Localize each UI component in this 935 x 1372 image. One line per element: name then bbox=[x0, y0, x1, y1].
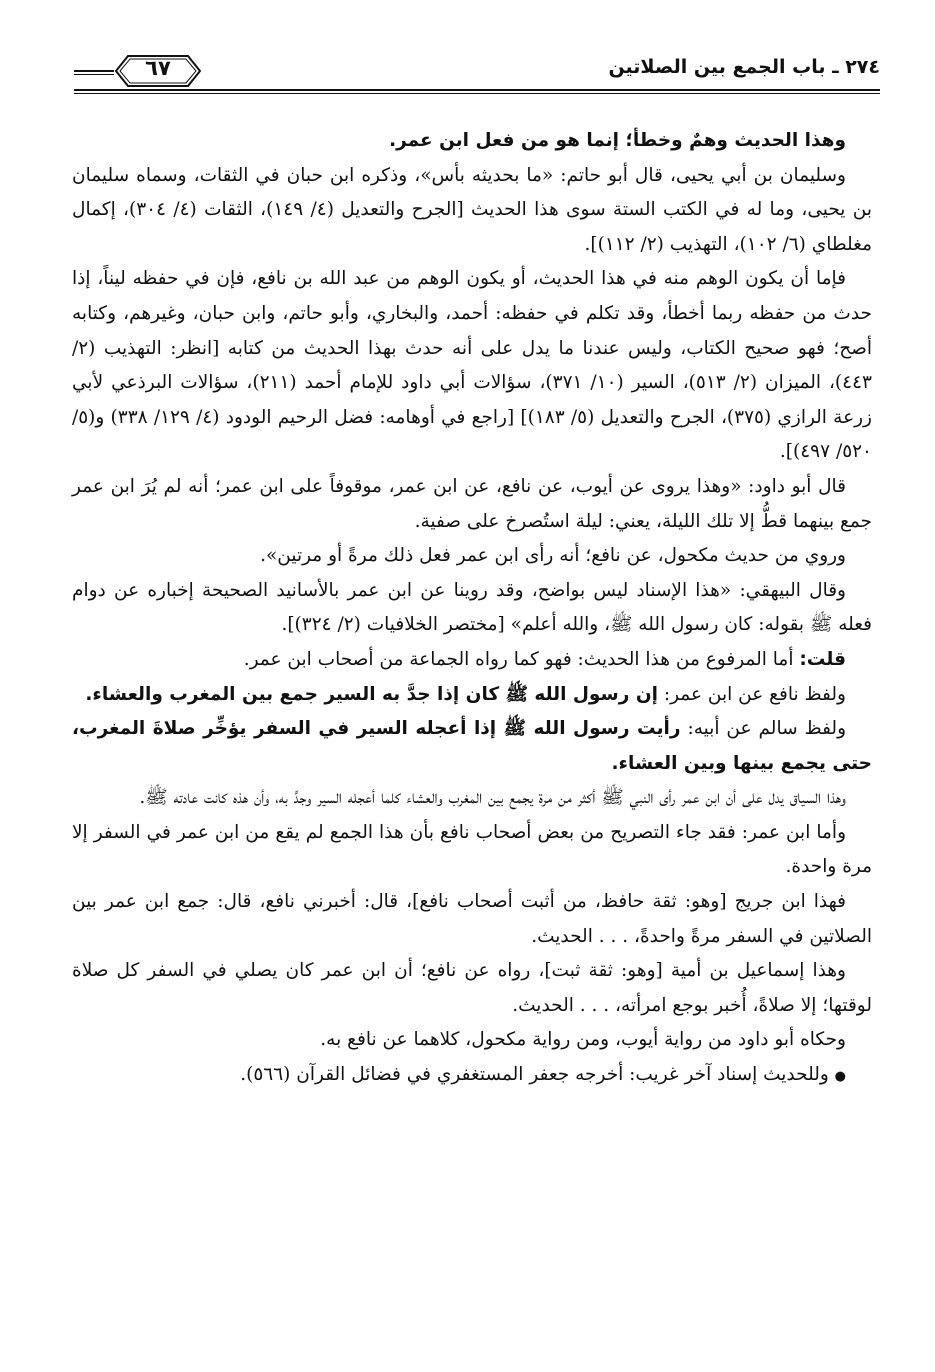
paragraph-15-text: وللحديث إسناد آخر غريب: أخرجه جعفر المستغفري في فضائل القرآن (٥٦٦). bbox=[240, 1064, 835, 1086]
left-ornament-rule bbox=[74, 70, 114, 75]
paragraph-15 bbox=[72, 1058, 872, 1095]
paragraph-12: فهذا ابن جريج [وهو: ثقة حافظ، من أثبت أصحاب نافع]، قال: أخبرني نافع، قال: جمع ابن عمر بين الصلاتين في السفر مرةً واحدةً، . . . الحديث. bbox=[72, 891, 872, 947]
page-header bbox=[74, 52, 880, 98]
bullet-icon: ● bbox=[834, 1069, 846, 1085]
paragraph-8 bbox=[72, 678, 872, 713]
paragraph-6: وقال البيهقي: «هذا الإسناد ليس بواضح، وقد روينا عن ابن عمر بالأسانيد الصحيحة إخباره عن دوام فعله ﷺ بقوله: كان رسول الله ﷺ، والله أعلم» [مختصر الخلافيات (٢/ ٣٢٤)]. bbox=[72, 579, 872, 636]
page-body bbox=[72, 124, 872, 1095]
paragraph-14: وحكاه أبو داود من رواية أيوب، ومن رواية مكحول، كلاهما عن نافع به. bbox=[320, 1029, 846, 1051]
paragraph-9 bbox=[72, 712, 872, 781]
paragraph-11: وأما ابن عمر: فقد جاء التصريح من بعض أصحاب نافع بأن هذا الجمع لم يقع من ابن عمر في السفر إلا مرة واحدة. bbox=[72, 821, 872, 878]
paragraph-3: فإما أن يكون الوهم منه في هذا الحديث، أو يكون الوهم من عبد الله بن نافع، فإن في حفظه ليناً، إذا حدث من حفظه ربما أخطأ، وقد تكلم في حفظه: أحمد، والبخاري، وأبو حاتم، وابن حبان، وغيرهم، وكتابه أصح؛ فهو صحيح الكتاب، وليس عندنا ما يدل على أنه حدث بهذا الحديث من كتابه [انظر: التهذيب (٢/ ٤٤٣)، الميزان (٢/ ٥١٣)، السير (١٠/ ٣٧١)، سؤالات أبي داود للإمام أحمد (٢١١)، سؤالات البرذعي لأبي زرعة الرازي (٣٧٥)، الجرح والتعديل (٥/ ١٨٣)] [راجع في أوهامه: فضل الرحيم الودود (٤/ ١٢٩/ ٣٣٨) و(٥/ ٥٢٠/ ٤٩٧)]. bbox=[72, 268, 872, 463]
paragraph-5: وروي من حديث مكحول، عن نافع؛ أنه رأى ابن عمر فعل ذلك مرةً أو مرتين». bbox=[260, 545, 846, 567]
paragraph-9-intro: ولفظ سالم عن أبيه: bbox=[680, 718, 846, 740]
running-title: ٢٧٤ ـ باب الجمع بين الصلاتين bbox=[602, 56, 880, 78]
paragraph-2: وسليمان بن أبي يحيى، قال أبو حاتم: «ما بحديثه بأس»، وذكره ابن حبان في الثقات، وسماه سليمان بن يحيى، وما له في الكتب الستة سوى هذا الحديث [الجرح والتعديل (٤/ ١٤٩)، الثقات (٤/ ٣٠٤)، إكمال مغلطاي (٦/ ١٠٢)، التهذيب (٢/ ١١٢)]. bbox=[72, 164, 872, 255]
paragraph-8-hadith: إن رسول الله ﷺ كان إذا جدَّ به السير جمع بين المغرب والعشاء. bbox=[85, 683, 658, 705]
page-number: ٦٧ bbox=[145, 56, 171, 80]
paragraph-13: وهذا إسماعيل بن أمية [وهو: ثقة ثبت]، رواه عن نافع؛ أن ابن عمر كان يصلي في السفر كل صلاة لوقتها؛ إلا صلاةً، أُخبر بوجع امرأته، . . . الحديث. bbox=[72, 960, 872, 1016]
paragraph-1 bbox=[72, 124, 872, 159]
qultu-lead: قلت: bbox=[799, 648, 846, 670]
paragraph-1-text: وهذا الحديث وهمٌ وخطأ؛ إنما هو من فعل ابن عمر. bbox=[389, 130, 846, 151]
paragraph-9-hadith: رأيت رسول الله ﷺ إذا أعجله السير في السفر يؤخِّر صلاةَ المغرب، حتى يجمع بينها وبين العشاء. bbox=[72, 718, 872, 774]
page-number-badge bbox=[114, 52, 202, 90]
paragraph-7 bbox=[72, 643, 872, 678]
paragraph-10: وهذا السياق يدل على أن ابن عمر رأى النبي ﷺ أكثر من مرة يجمع بين المغرب والعشاء كلما أعجله السير وجدَّ به، وأن هذه كانت عادته ﷺ. bbox=[139, 787, 846, 809]
paragraph-7-text: أما المرفوع من هذا الحديث: فهو كما رواه الجماعة من أصحاب ابن عمر. bbox=[243, 648, 800, 670]
paragraph-4: قال أبو داود: «وهذا يروى عن أيوب، عن نافع، عن ابن عمر، موقوفاً على ابن عمر؛ أنه لم يُرَ ابن عمر جمع بينهما قطُّ إلا تلك الليلة، يعني: ليلة استُصرخ على صفية. bbox=[72, 475, 872, 532]
paragraph-8-intro: ولفظ نافع عن ابن عمر: bbox=[657, 683, 846, 705]
